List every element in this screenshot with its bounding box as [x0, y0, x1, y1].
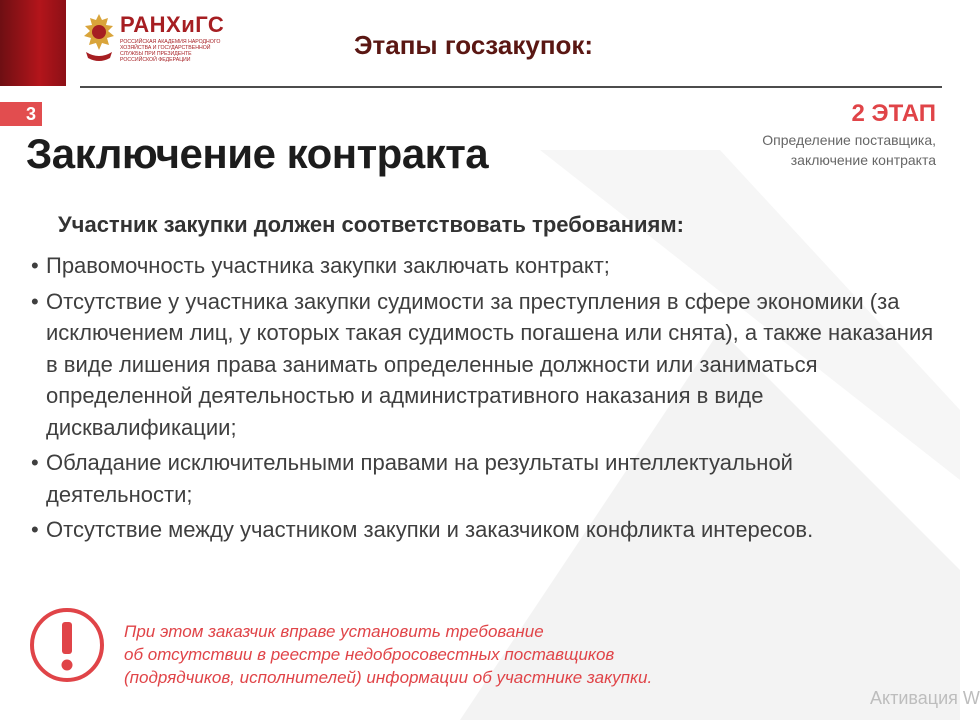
note-line: об отсутствии в реестре недобросовестных поставщиков [124, 645, 615, 664]
header-red-bar [0, 0, 66, 86]
note-text [124, 620, 744, 689]
requirement-text: Отсутствие между участником закупки и заказчиком конфликта интересов. [46, 517, 814, 542]
requirement-item [28, 250, 938, 282]
requirements-list [28, 250, 938, 550]
note-line: При этом заказчик вправе установить требование [124, 622, 544, 641]
requirement-text: Правомочность участника закупки заключать контракт; [46, 253, 610, 278]
stage-title: 2 ЭТАП [851, 100, 936, 127]
requirement-item [28, 447, 938, 510]
bullet-icon: • [31, 288, 39, 314]
stage-description: Определение поставщика, заключение контракта [762, 132, 936, 168]
header-divider [80, 86, 942, 88]
slide-title: Заключение контракта [26, 130, 489, 177]
ranepa-logo [80, 12, 250, 70]
requirements-heading: Участник закупки должен соответствовать требованиям: [58, 212, 684, 237]
windows-activation-watermark: Активация W [870, 688, 980, 708]
page-title: Этапы госзакупок: [354, 30, 594, 60]
requirement-item [28, 286, 938, 444]
ranepa-emblem-icon [80, 12, 118, 64]
bullet-icon: • [31, 450, 39, 475]
note-line: (подрядчиков, исполнителей) информации об участнике закупки. [124, 668, 653, 687]
exclamation-circle-icon [28, 606, 106, 684]
logo-subtitle: РОССИЙСКАЯ АКАДЕМИЯ НАРОДНОГО ХОЗЯЙСТВА И ГОСУДАРСТВЕННОЙ СЛУЖБЫ ПРИ ПРЕЗИДЕНТЕ РОССИЙСКОЙ ФЕДЕРАЦИИ [120, 39, 221, 63]
logo-text: РАНХиГС [120, 12, 225, 37]
slide-number-badge: 3 [0, 102, 42, 126]
requirement-item [28, 514, 938, 546]
requirement-text: Обладание исключительными правами на результаты интеллектуальной деятельности; [46, 450, 793, 507]
bullet-icon: • [31, 517, 39, 542]
requirement-text: Отсутствие у участника закупки судимости за преступления в сфере экономики (за исключением лиц, у которых такая судимость погашена или снята), а также наказания в виде лишения права занимать определенные должности или заниматься определенной деятельностью и административного наказания в виде дисквалификации; [46, 288, 934, 440]
bullet-icon: • [31, 253, 39, 278]
